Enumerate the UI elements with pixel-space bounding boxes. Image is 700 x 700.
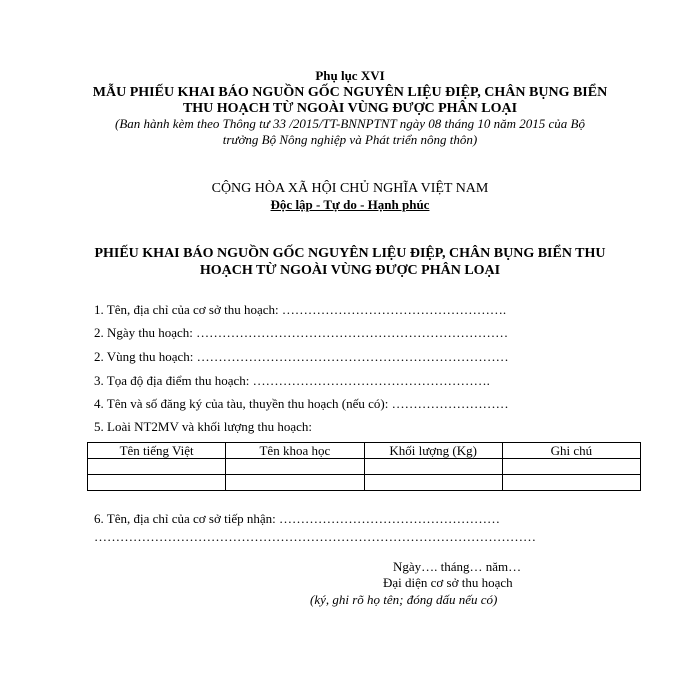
field-harvest-area: 2. Vùng thu hoạch: ……………………………………………………………… xyxy=(94,349,509,364)
field-receiver-facility: 6. Tên, địa chỉ của cơ sở tiếp nhận: …………………………………………… xyxy=(94,511,500,526)
signature-instruction: (ký, ghi rõ họ tên; đóng dấu nếu có) xyxy=(310,592,498,607)
table-cell xyxy=(502,475,640,491)
species-table xyxy=(87,442,641,491)
table-cell xyxy=(364,459,502,475)
appendix-title-line2: THU HOẠCH TỪ NGOÀI VÙNG ĐƯỢC PHÂN LOẠI xyxy=(182,101,518,116)
table-cell xyxy=(88,459,226,475)
table-cell xyxy=(226,459,364,475)
table-row xyxy=(88,475,641,491)
form-title-line1: PHIẾU KHAI BÁO NGUỒN GỐC NGUYÊN LIỆU ĐIỆP, CHÂN BỤNG BIỂN THU xyxy=(94,246,606,261)
signature-date: Ngày…. tháng… năm… xyxy=(393,559,522,574)
table-header-row xyxy=(88,443,641,459)
table-header-vietnamese-name: Tên tiếng Việt xyxy=(88,443,226,459)
appendix-label: Phụ lục XVI xyxy=(315,68,385,83)
table-cell xyxy=(88,475,226,491)
field-facility-name-address: 1. Tên, địa chỉ của cơ sở thu hoạch: ……………………………………………. xyxy=(94,302,507,317)
appendix-note-line2: trưởng Bộ Nông nghiệp và Phát triển nông thôn) xyxy=(222,132,478,147)
national-motto-text: Độc lập - Tự do - Hạnh phúc xyxy=(270,197,430,212)
form-title-line2: HOẠCH TỪ NGOÀI VÙNG ĐƯỢC PHÂN LOẠI xyxy=(199,263,501,278)
table-header-notes: Ghi chú xyxy=(502,443,640,459)
table-row xyxy=(88,459,641,475)
appendix-title-line1: MẪU PHIẾU KHAI BÁO NGUỒN GỐC NGUYÊN LIỆU ĐIỆP, CHÂN BỤNG BIỂN xyxy=(92,85,608,100)
table-cell xyxy=(364,475,502,491)
field-harvest-date: 2. Ngày thu hoạch: ……………………………………………………………… xyxy=(94,325,509,340)
field-vessel-registration: 4. Tên và số đăng ký của tàu, thuyền thu hoạch (nếu có): ……………………… xyxy=(94,396,509,411)
field-species-volume: 5. Loài NT2MV và khối lượng thu hoạch: xyxy=(94,419,313,434)
field-harvest-coordinates: 3. Tọa độ địa điểm thu hoạch: ………………………………………………. xyxy=(94,373,490,388)
field-receiver-continuation: ………………………………………………………………………………………… xyxy=(94,529,536,544)
republic-name: CỘNG HÒA XÃ HỘI CHỦ NGHĨA VIỆT NAM xyxy=(211,181,489,196)
table-header-scientific-name: Tên khoa học xyxy=(226,443,364,459)
signature-representative: Đại diện cơ sở thu hoạch xyxy=(383,575,513,590)
table-cell xyxy=(502,459,640,475)
table-cell xyxy=(226,475,364,491)
national-motto xyxy=(0,197,700,213)
table-header-weight: Khối lượng (Kg) xyxy=(364,443,502,459)
appendix-note-line1: (Ban hành kèm theo Thông tư 33 /2015/TT-BNNPTNT ngày 08 tháng 10 năm 2015 của Bộ xyxy=(115,116,585,131)
